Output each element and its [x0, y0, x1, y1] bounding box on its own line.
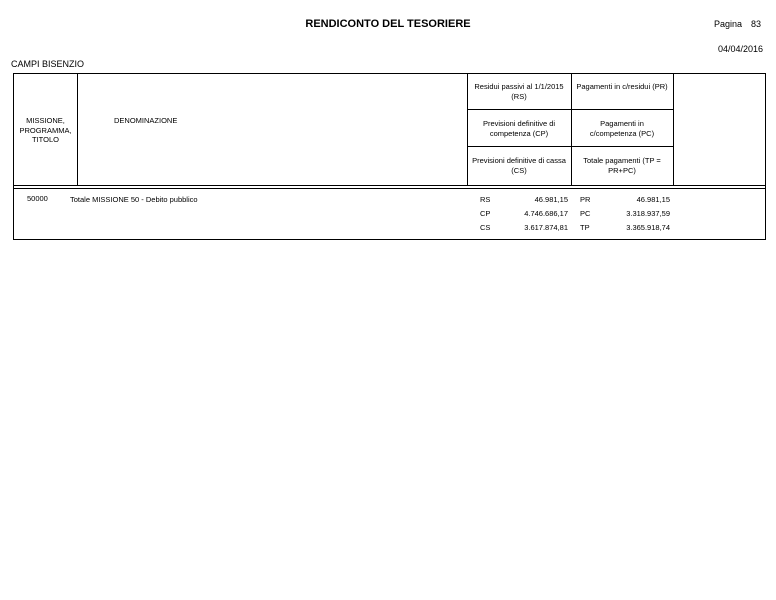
pc-column-header: Pagamenti in c/competenza (PC)	[589, 119, 655, 138]
col-divider	[571, 74, 572, 185]
cs-column-header: Previsioni definitive di cassa (CS)	[472, 156, 566, 175]
report-date: 04/04/2016	[717, 44, 763, 54]
tp-column-header: Totale pagamenti (TP = PR+PC)	[583, 156, 661, 175]
cp-column-header: Previsioni definitive di competenza (CP)	[482, 119, 556, 138]
tp-label: TP	[580, 223, 590, 232]
row-code: 50000	[27, 194, 48, 203]
row-divider	[467, 109, 673, 110]
row-name: Totale MISSIONE 50 - Debito pubblico	[70, 195, 198, 204]
pr-column-header: Pagamenti in c/residui (PR)	[576, 82, 668, 91]
page-number: 83	[751, 19, 762, 29]
rs-label: RS	[480, 195, 491, 204]
pr-label: PR	[580, 195, 591, 204]
header-bottom-rule	[14, 185, 765, 186]
pc-label: PC	[580, 209, 591, 218]
rs-column-header: Residui passivi al 1/1/2015 (RS)	[474, 82, 564, 101]
cp-label: CP	[480, 209, 491, 218]
page-label: Pagina	[714, 19, 743, 29]
name-column-header: DENOMINAZIONE	[114, 116, 178, 125]
col-divider	[467, 74, 468, 185]
entity-name: CAMPI BISENZIO	[11, 59, 85, 69]
cs-value: 3.617.874,81	[524, 223, 568, 232]
pr-value: 46.981,15	[636, 195, 670, 204]
cp-value: 4.746.686,17	[524, 209, 568, 218]
rs-value: 46.981,15	[534, 195, 568, 204]
col-divider	[77, 74, 78, 185]
report-title: RENDICONTO DEL TESORIERE	[305, 18, 471, 30]
pc-value: 3.318.937,59	[626, 209, 670, 218]
col-divider	[673, 74, 674, 185]
code-column-header: MISSIONE, PROGRAMMA, TITOLO	[19, 116, 72, 144]
tp-value: 3.365.918,74	[626, 223, 670, 232]
report-table	[13, 73, 766, 240]
row-divider	[467, 146, 673, 147]
cs-label: CS	[480, 223, 491, 232]
header-bottom-rule	[14, 188, 765, 189]
